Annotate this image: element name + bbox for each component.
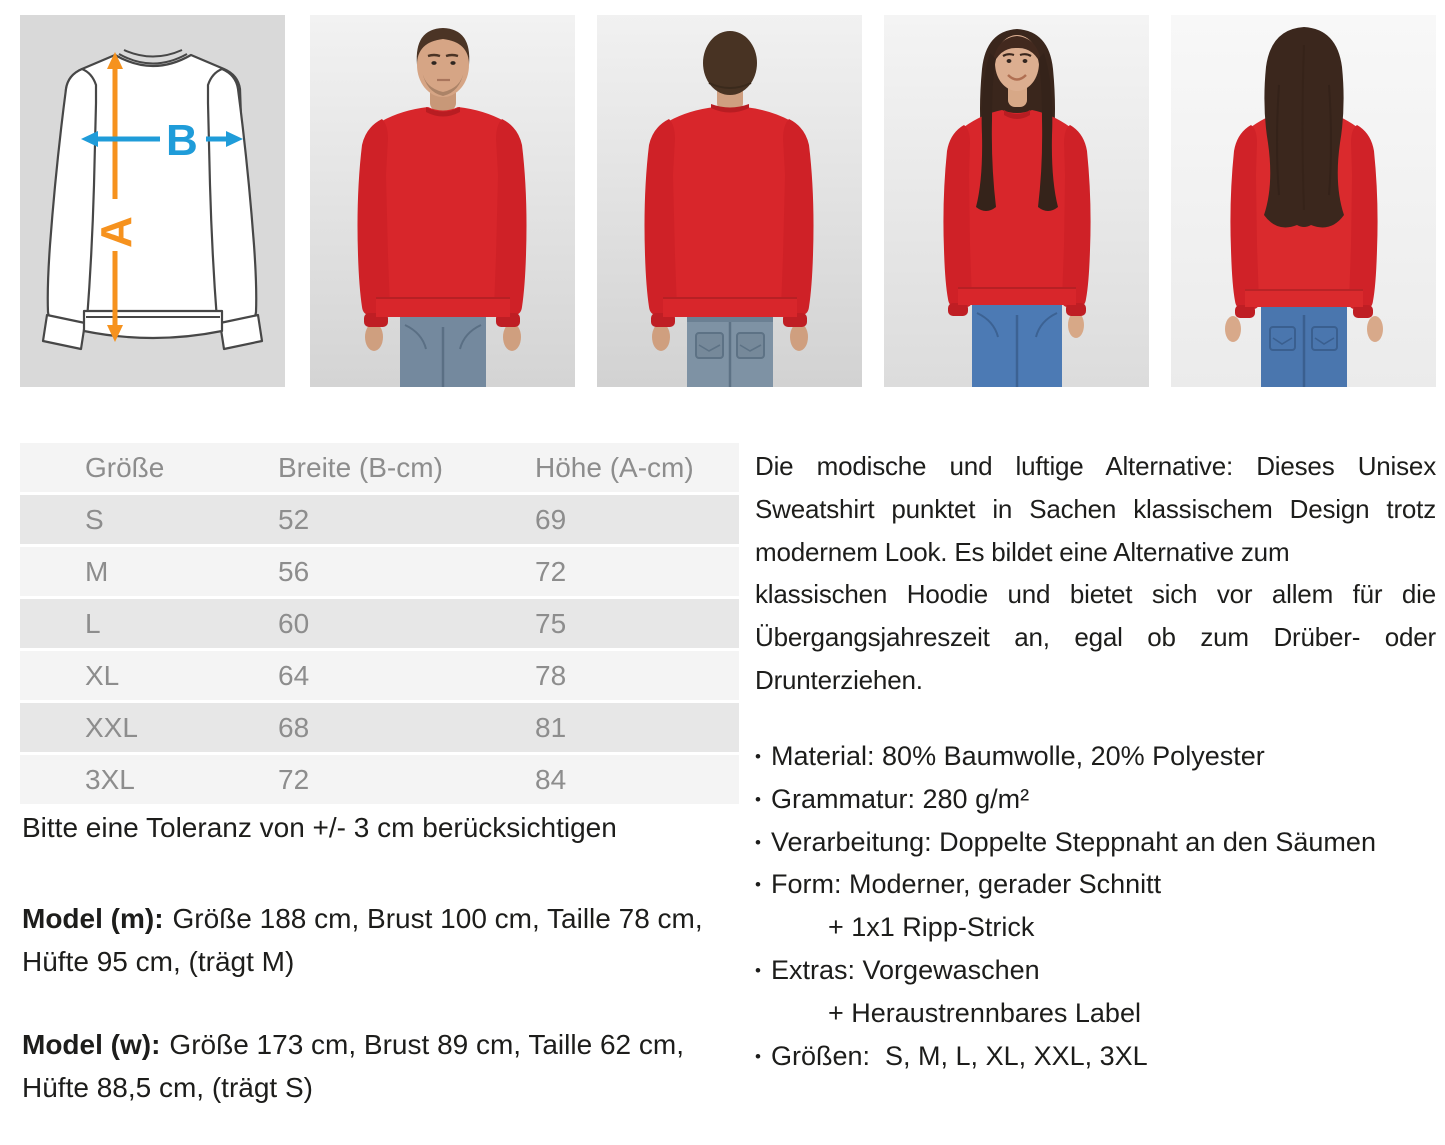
model-w-measurements: Größe 173 cm, Brust 89 cm, Taille 62 cm, [169,1029,684,1060]
size-row-xl [20,651,739,700]
feature-item-ripp-strick: + 1x1 Ripp-Strick [828,912,1035,943]
model-w-info [22,1023,734,1109]
size-cell: 3XL [85,763,135,795]
model-m-line1 [22,897,734,940]
tolerance-note: Bitte eine Toleranz von +/- 3 cm berücksichtigen [22,812,617,843]
col-header-hoehe: Höhe (A-cm) [535,451,694,483]
hoehe-cell: 81 [535,711,567,743]
breite-cell: 60 [278,607,310,639]
col-header-groesse: Größe [85,451,165,483]
female-back-illustration [1171,15,1436,387]
female-front-illustration [884,15,1149,387]
model-w-label: Model (w): [22,1029,161,1060]
bullet-dot-icon: • [755,789,761,809]
feature-item-label: + Heraustrennbares Label [828,997,1141,1028]
size-cell: M [85,555,109,587]
male-front-illustration [310,15,575,387]
measure-b-label: B [166,116,198,165]
breite-cell: 72 [278,763,310,795]
size-diagram-panel [20,15,285,387]
model-m-info [22,897,734,983]
model-w-line2: Hüfte 88,5 cm, (trägt S) [22,1072,313,1103]
description-line: klassischen Hoodie und bietet sich vor allem für die [755,579,1436,610]
male-back-illustration [597,15,862,387]
size-table-header-row [20,443,739,492]
description-line: Sweatshirt punktet in Sachen klassischem Design trotz [755,493,1436,524]
bullet-dot-icon: • [755,1046,761,1066]
model-m-label: Model (m): [22,903,164,934]
sweatshirt-measurement-diagram [20,15,285,387]
bullet-dot-icon: • [755,747,761,766]
feature-item-form: • Form: Moderner, gerader Schnitt [755,868,1445,911]
size-cell: XL [85,659,120,691]
size-row-m [20,547,739,596]
feature-item-groessen: • Größen: S, M, L, XL, XXL, 3XL [755,1040,1445,1083]
feature-list [755,740,1445,1082]
hoehe-cell: 78 [535,659,567,691]
size-cell: S [85,503,104,535]
photo-female-back [1171,15,1436,387]
breite-cell: 56 [278,555,310,587]
bullet-dot-icon: • [755,875,761,895]
bullet-dot-icon: • [755,832,761,852]
product-description [755,445,1436,702]
model-w-line1 [22,1023,734,1066]
hoehe-cell: 84 [535,763,567,795]
description-line: Die modische und luftige Alternative: Dieses Unisex [755,451,1436,481]
measure-a-label: A [92,216,141,248]
size-cell: XXL [85,711,138,743]
size-table [20,443,739,807]
hoehe-cell: 72 [535,555,567,587]
size-row-s [20,495,739,544]
model-m-measurements: Größe 188 cm, Brust 100 cm, Taille 78 cm, [172,903,703,934]
breite-cell: 52 [278,503,310,535]
size-row-xxl [20,703,739,752]
col-header-breite: Breite (B-cm) [278,451,443,483]
bullet-dot-icon: • [755,960,761,980]
breite-cell: 64 [278,659,310,691]
feature-item-material: • Material: 80% Baumwolle, 20% Polyester [755,740,1445,783]
description-line: modernem Look. Es bildet eine Alternative zum [755,536,1290,567]
photo-male-back [597,15,862,387]
size-row-l [20,599,739,648]
size-row-3xl [20,755,739,804]
feature-item-grammatur: • Grammatur: 280 g/m² [755,783,1445,826]
size-cell: L [85,607,101,639]
photo-male-front [310,15,575,387]
description-line: Drunterziehen. [755,664,923,695]
description-line: Übergangsjahreszeit an, egal ob zum Drüber- oder [755,622,1436,653]
hoehe-cell: 69 [535,503,567,535]
breite-cell: 68 [278,711,310,743]
model-m-line2: Hüfte 95 cm, (trägt M) [22,946,295,977]
feature-item-verarbeitung: • Verarbeitung: Doppelte Steppnaht an den Säumen [755,826,1445,869]
feature-item-extras: • Extras: Vorgewaschen [755,954,1445,997]
photo-female-front [884,15,1149,387]
hoehe-cell: 75 [535,607,567,639]
